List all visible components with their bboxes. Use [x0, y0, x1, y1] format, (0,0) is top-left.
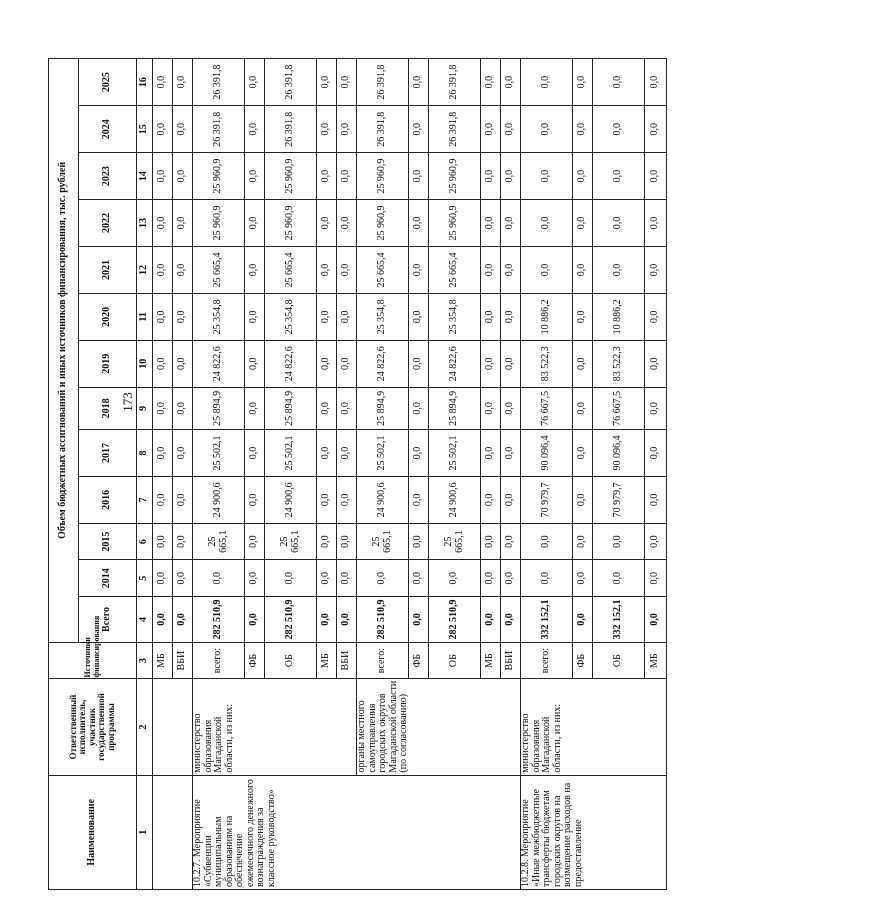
table-row [357, 59, 409, 890]
value-cell: 0,0 [645, 476, 667, 523]
value-cell: 0,0 [245, 560, 265, 597]
value-cell: 0,0 [173, 523, 193, 560]
table-row [153, 59, 173, 890]
value-cell: 0,0 [337, 340, 357, 387]
value-cell: 0,0 [573, 59, 593, 106]
value-cell: 282 510,9 [429, 597, 481, 643]
value-cell: 0,0 [593, 106, 645, 153]
value-cell: 0,0 [337, 430, 357, 477]
value-cell: 0,0 [593, 560, 645, 597]
value-cell: 0,0 [501, 153, 521, 200]
page-number: 173 [120, 392, 135, 412]
value-cell: 0,0 [501, 200, 521, 247]
value-cell: 0,0 [409, 597, 429, 643]
col-number: 3 [137, 642, 153, 679]
col-number: 10 [137, 340, 153, 387]
value-cell: 0,0 [409, 387, 429, 429]
value-cell: 0,0 [573, 523, 593, 560]
value-cell: 0,0 [173, 387, 193, 429]
value-cell: 0,0 [645, 293, 667, 340]
value-cell: 90 096,4 [593, 430, 645, 477]
value-cell: 0,0 [501, 387, 521, 429]
value-cell: 26 391,8 [429, 106, 481, 153]
value-cell: 0,0 [573, 560, 593, 597]
value-cell: 0,0 [501, 597, 521, 643]
value-cell: 0,0 [153, 476, 173, 523]
value-cell: 0,0 [153, 560, 173, 597]
value-cell: 25 502,1 [357, 430, 409, 477]
value-cell: 0,0 [645, 430, 667, 477]
value-cell: 0,0 [501, 59, 521, 106]
value-cell: 0,0 [409, 560, 429, 597]
value-cell: 0,0 [501, 430, 521, 477]
value-cell: 24 822,6 [265, 340, 317, 387]
value-cell: 25 894,9 [265, 387, 317, 429]
source-cell: ОБ [429, 642, 481, 679]
value-cell: 25 665,1 [357, 523, 409, 560]
value-cell: 0,0 [593, 246, 645, 293]
value-cell: 0,0 [317, 246, 337, 293]
value-cell: 0,0 [521, 200, 573, 247]
value-cell: 0,0 [573, 246, 593, 293]
header-year: 2017 [79, 430, 137, 477]
value-cell: 0,0 [153, 430, 173, 477]
value-cell: 0,0 [409, 106, 429, 153]
value-cell: 0,0 [573, 476, 593, 523]
value-cell: 25 502,1 [265, 430, 317, 477]
col-number: 14 [137, 153, 153, 200]
value-cell: 25 665,1 [193, 523, 245, 560]
value-cell: 25 354,8 [265, 293, 317, 340]
value-cell: 0,0 [645, 59, 667, 106]
value-cell: 25 502,1 [193, 430, 245, 477]
value-cell: 0,0 [173, 59, 193, 106]
value-cell: 25 960,9 [265, 200, 317, 247]
value-cell: 24 900,6 [193, 476, 245, 523]
value-cell: 25 502,1 [429, 430, 481, 477]
col-number: 8 [137, 430, 153, 477]
value-cell: 76 667,5 [593, 387, 645, 429]
value-cell: 25 960,9 [429, 200, 481, 247]
value-cell: 0,0 [573, 153, 593, 200]
value-cell: 0,0 [521, 106, 573, 153]
value-cell: 0,0 [521, 153, 573, 200]
value-cell: 24 822,6 [193, 340, 245, 387]
value-cell: 0,0 [317, 560, 337, 597]
value-cell: 0,0 [173, 340, 193, 387]
value-cell: 0,0 [409, 200, 429, 247]
value-cell: 25 665,4 [193, 246, 245, 293]
value-cell: 0,0 [173, 430, 193, 477]
col-number: 1 [137, 775, 153, 889]
value-cell: 25 354,8 [193, 293, 245, 340]
value-cell: 0,0 [337, 106, 357, 153]
value-cell: 25 960,9 [357, 200, 409, 247]
measure-name: 10.2.8. Мероприятие «Иные межбюджетные трансферты бюджетам городских округов на возмещение расходов на предоставление [521, 775, 667, 889]
value-cell: 0,0 [481, 597, 501, 643]
header-total: Всего [79, 597, 137, 643]
value-cell: 24 900,6 [429, 476, 481, 523]
header-year: 2025 [79, 59, 137, 106]
source-cell: всего: [193, 642, 245, 679]
col-number: 2 [137, 679, 153, 775]
value-cell: 25 665,1 [265, 523, 317, 560]
value-cell: 0,0 [245, 59, 265, 106]
value-cell: 0,0 [153, 293, 173, 340]
value-cell: 26 391,8 [429, 59, 481, 106]
value-cell: 25 354,8 [357, 293, 409, 340]
value-cell: 0,0 [245, 430, 265, 477]
value-cell: 0,0 [645, 246, 667, 293]
col-number: 7 [137, 476, 153, 523]
value-cell: 25 665,1 [429, 523, 481, 560]
value-cell: 0,0 [481, 340, 501, 387]
value-cell: 0,0 [481, 430, 501, 477]
value-cell: 25 354,8 [429, 293, 481, 340]
value-cell: 0,0 [317, 523, 337, 560]
source-cell: ОБ [593, 642, 645, 679]
value-cell: 0,0 [245, 387, 265, 429]
source-cell: ФБ [409, 642, 429, 679]
value-cell: 0,0 [153, 59, 173, 106]
header-year: 2014 [79, 560, 137, 597]
table-body [153, 59, 667, 890]
value-cell: 0,0 [409, 340, 429, 387]
value-cell: 0,0 [481, 293, 501, 340]
source-cell: ВБИ [337, 642, 357, 679]
col-number: 13 [137, 200, 153, 247]
value-cell: 10 886,2 [521, 293, 573, 340]
header-year: 2019 [79, 340, 137, 387]
value-cell: 0,0 [317, 106, 337, 153]
header-year: 2018 [79, 387, 137, 429]
value-cell: 0,0 [593, 523, 645, 560]
source-cell: МБ [481, 642, 501, 679]
source-cell: ВБИ [173, 642, 193, 679]
col-number: 9 [137, 387, 153, 429]
value-cell: 26 391,8 [193, 106, 245, 153]
value-cell: 0,0 [245, 246, 265, 293]
table-row [521, 59, 573, 890]
value-cell: 25 960,9 [265, 153, 317, 200]
value-cell: 0,0 [337, 153, 357, 200]
value-cell: 0,0 [173, 200, 193, 247]
source-cell: всего: [357, 642, 409, 679]
value-cell: 90 096,4 [521, 430, 573, 477]
value-cell: 0,0 [173, 246, 193, 293]
source-cell: ФБ [573, 642, 593, 679]
value-cell: 25 960,9 [193, 153, 245, 200]
name-cell-empty [153, 775, 193, 889]
value-cell: 0,0 [409, 523, 429, 560]
header-funding-group: Объем бюджетных ассигнований и иных источников финансирования, тыс. рублей [49, 59, 79, 643]
value-cell: 0,0 [173, 476, 193, 523]
value-cell: 0,0 [153, 597, 173, 643]
header-year: 2024 [79, 106, 137, 153]
value-cell: 0,0 [521, 59, 573, 106]
value-cell: 0,0 [501, 476, 521, 523]
value-cell: 0,0 [173, 597, 193, 643]
value-cell: 0,0 [409, 293, 429, 340]
value-cell: 70 979,7 [521, 476, 573, 523]
value-cell: 0,0 [317, 293, 337, 340]
executor-name: министерство образования Магаданской области, из них: [521, 679, 667, 775]
value-cell: 0,0 [153, 523, 173, 560]
col-number: 11 [137, 293, 153, 340]
value-cell: 0,0 [409, 153, 429, 200]
value-cell: 26 391,8 [265, 59, 317, 106]
value-cell: 0,0 [645, 387, 667, 429]
value-cell: 0,0 [317, 597, 337, 643]
value-cell: 24 900,6 [357, 476, 409, 523]
source-cell: ФБ [245, 642, 265, 679]
rotated-table-frame [48, 58, 880, 887]
value-cell: 0,0 [409, 476, 429, 523]
value-cell: 25 960,9 [357, 153, 409, 200]
value-cell: 0,0 [645, 560, 667, 597]
value-cell: 0,0 [337, 200, 357, 247]
value-cell: 0,0 [317, 476, 337, 523]
value-cell: 0,0 [317, 153, 337, 200]
source-cell: всего: [521, 642, 573, 679]
header-executor: Ответственный исполнитель, участник государственной программы [49, 679, 137, 775]
value-cell: 0,0 [153, 340, 173, 387]
value-cell: 0,0 [337, 387, 357, 429]
value-cell: 0,0 [409, 246, 429, 293]
value-cell: 0,0 [173, 153, 193, 200]
value-cell: 25 960,9 [193, 200, 245, 247]
value-cell: 282 510,9 [265, 597, 317, 643]
value-cell: 0,0 [409, 430, 429, 477]
funding-table [48, 58, 667, 890]
value-cell: 25 894,9 [429, 387, 481, 429]
value-cell: 0,0 [481, 200, 501, 247]
value-cell: 25 665,4 [429, 246, 481, 293]
value-cell: 0,0 [153, 246, 173, 293]
value-cell: 0,0 [481, 560, 501, 597]
value-cell: 0,0 [573, 106, 593, 153]
value-cell: 332 152,1 [593, 597, 645, 643]
col-number: 4 [137, 597, 153, 643]
col-number: 5 [137, 560, 153, 597]
value-cell: 25 665,4 [265, 246, 317, 293]
value-cell: 0,0 [337, 523, 357, 560]
value-cell: 0,0 [153, 106, 173, 153]
value-cell: 0,0 [265, 560, 317, 597]
value-cell: 0,0 [173, 293, 193, 340]
value-cell: 0,0 [153, 387, 173, 429]
header-year: 2020 [79, 293, 137, 340]
value-cell: 0,0 [193, 560, 245, 597]
value-cell: 282 510,9 [193, 597, 245, 643]
header-name: Наименование [49, 775, 137, 889]
value-cell: 0,0 [317, 340, 337, 387]
value-cell: 25 894,9 [357, 387, 409, 429]
value-cell: 25 894,9 [193, 387, 245, 429]
source-cell: МБ [317, 642, 337, 679]
value-cell: 10 886,2 [593, 293, 645, 340]
value-cell: 0,0 [501, 106, 521, 153]
value-cell: 70 979,7 [593, 476, 645, 523]
value-cell: 0,0 [501, 340, 521, 387]
value-cell: 0,0 [317, 387, 337, 429]
value-cell: 0,0 [153, 200, 173, 247]
value-cell: 0,0 [245, 153, 265, 200]
executor-name: органы местного самоуправления городских округов Магаданской области (по согласованию) [357, 679, 521, 775]
value-cell: 0,0 [481, 387, 501, 429]
value-cell: 0,0 [481, 523, 501, 560]
value-cell: 0,0 [337, 59, 357, 106]
value-cell: 0,0 [521, 523, 573, 560]
source-cell: ВБИ [501, 642, 521, 679]
value-cell: 0,0 [337, 293, 357, 340]
value-cell: 0,0 [245, 200, 265, 247]
value-cell: 0,0 [481, 476, 501, 523]
value-cell: 0,0 [593, 153, 645, 200]
value-cell: 0,0 [409, 59, 429, 106]
value-cell: 26 391,8 [357, 106, 409, 153]
value-cell: 24 822,6 [429, 340, 481, 387]
value-cell: 0,0 [645, 340, 667, 387]
value-cell: 0,0 [593, 200, 645, 247]
value-cell: 0,0 [173, 560, 193, 597]
value-cell: 0,0 [645, 597, 667, 643]
value-cell: 0,0 [429, 560, 481, 597]
value-cell: 25 665,4 [357, 246, 409, 293]
value-cell: 83 522,3 [521, 340, 573, 387]
value-cell: 0,0 [593, 59, 645, 106]
col-number: 16 [137, 59, 153, 106]
value-cell: 0,0 [521, 246, 573, 293]
value-cell: 0,0 [173, 106, 193, 153]
value-cell: 0,0 [481, 106, 501, 153]
value-cell: 0,0 [501, 560, 521, 597]
executor-name: министерство образования Магаданской области, из них: [193, 679, 357, 775]
value-cell: 24 900,6 [265, 476, 317, 523]
value-cell: 0,0 [481, 153, 501, 200]
value-cell: 0,0 [337, 476, 357, 523]
col-number: 15 [137, 106, 153, 153]
value-cell: 25 960,9 [429, 153, 481, 200]
source-cell: МБ [153, 642, 173, 679]
value-cell: 0,0 [501, 523, 521, 560]
value-cell: 0,0 [337, 597, 357, 643]
value-cell: 24 822,6 [357, 340, 409, 387]
source-cell: ОБ [265, 642, 317, 679]
value-cell: 0,0 [645, 153, 667, 200]
value-cell: 0,0 [317, 200, 337, 247]
value-cell: 0,0 [317, 59, 337, 106]
value-cell: 0,0 [573, 340, 593, 387]
value-cell: 0,0 [245, 523, 265, 560]
value-cell: 0,0 [521, 560, 573, 597]
header-year: 2023 [79, 153, 137, 200]
value-cell: 0,0 [573, 293, 593, 340]
value-cell: 0,0 [337, 246, 357, 293]
value-cell: 0,0 [645, 200, 667, 247]
header-source: Источники финансирования [49, 642, 137, 679]
source-cell: МБ [645, 642, 667, 679]
value-cell: 0,0 [573, 430, 593, 477]
value-cell: 0,0 [573, 200, 593, 247]
table-row [193, 59, 245, 890]
value-cell: 0,0 [645, 106, 667, 153]
value-cell: 76 667,5 [521, 387, 573, 429]
value-cell: 0,0 [337, 560, 357, 597]
value-cell: 0,0 [357, 560, 409, 597]
value-cell: 0,0 [501, 246, 521, 293]
value-cell: 0,0 [481, 59, 501, 106]
value-cell: 0,0 [573, 597, 593, 643]
col-number: 12 [137, 246, 153, 293]
measure-name: 10.2.7. Мероприятие «Субвенции муниципальным образованиям на обеспечение ежемесячного денежного вознаграждения за классное руководство» [193, 775, 521, 889]
value-cell: 0,0 [501, 293, 521, 340]
col-number: 6 [137, 523, 153, 560]
executor-cell-empty [153, 679, 193, 775]
value-cell: 0,0 [645, 523, 667, 560]
value-cell: 26 391,8 [265, 106, 317, 153]
value-cell: 0,0 [245, 597, 265, 643]
value-cell: 0,0 [245, 340, 265, 387]
header-year: 2021 [79, 246, 137, 293]
value-cell: 0,0 [573, 387, 593, 429]
value-cell: 0,0 [245, 476, 265, 523]
value-cell: 0,0 [481, 246, 501, 293]
value-cell: 0,0 [153, 153, 173, 200]
value-cell: 26 391,8 [357, 59, 409, 106]
header-year: 2016 [79, 476, 137, 523]
header-year: 2022 [79, 200, 137, 247]
value-cell: 282 510,9 [357, 597, 409, 643]
value-cell: 83 522,3 [593, 340, 645, 387]
value-cell: 0,0 [245, 293, 265, 340]
value-cell: 332 152,1 [521, 597, 573, 643]
value-cell: 0,0 [317, 430, 337, 477]
header-year: 2015 [79, 523, 137, 560]
value-cell: 0,0 [245, 106, 265, 153]
value-cell: 26 391,8 [193, 59, 245, 106]
